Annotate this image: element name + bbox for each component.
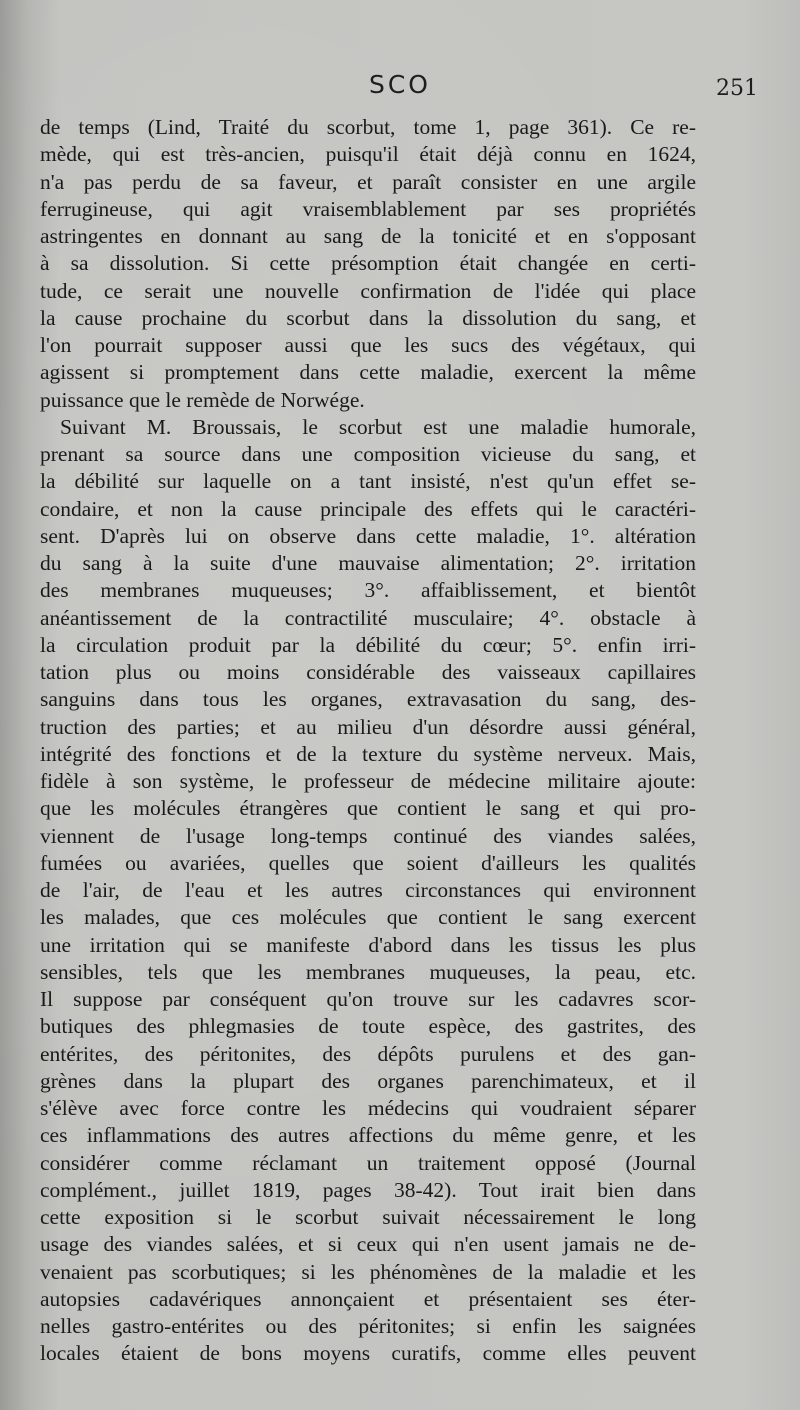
text-line: fidèle à son système, le professeur de médecine militaire ajoute: xyxy=(40,769,696,793)
text-line: fumées ou avariées, quelles que soient d'ailleurs les qualités xyxy=(40,850,696,875)
text-line: ces inflammations des autres affections du même genre, et les xyxy=(40,1123,696,1148)
text-line: la circulation produit par la débilité du cœur; 5°. enfin irri- xyxy=(40,632,696,657)
text-line: viennent de l'usage long-temps continué des viandes salées, xyxy=(40,823,696,848)
text-line: les malades, que ces molécules que contient le sang exercent xyxy=(40,905,696,930)
text-line: venaient pas scorbutiques; si les phénomènes de la maladie et les xyxy=(40,1259,696,1284)
text-line: anéantissement de la contractilité musculaire; 4°. obstacle à xyxy=(40,605,696,630)
text-line: autopsies cadavériques annonçaient et présentaient ses éter- xyxy=(40,1286,696,1311)
body-text xyxy=(40,114,696,1368)
running-head xyxy=(40,70,760,106)
text-line: Il suppose par conséquent qu'on trouve sur les cadavres scor- xyxy=(40,987,696,1011)
text-line: la cause prochaine du scorbut dans la dissolution du sang, et xyxy=(40,305,696,330)
text-line: tude, ce serait une nouvelle confirmation de l'idée qui place xyxy=(40,278,696,303)
text-line: une irritation qui se manifeste d'abord dans les tissus les plus xyxy=(40,932,696,957)
text-line: sent. D'après lui on observe dans cette maladie, 1°. altération xyxy=(40,523,696,548)
text-line: astringentes en donnant au sang de la tonicité et en s'opposant xyxy=(40,224,696,248)
text-line: du sang à la suite d'une mauvaise alimentation; 2°. irritation xyxy=(40,551,696,575)
text-line: l'on pourrait supposer aussi que les sucs des végétaux, qui xyxy=(40,333,696,357)
text-line: s'élève avec force contre les médecins qui voudraient séparer xyxy=(40,1096,696,1120)
text-line: des membranes muqueuses; 3°. affaiblissement, et bientôt xyxy=(40,578,696,603)
text-line: entérites, des péritonites, des dépôts purulens et des gan- xyxy=(40,1041,696,1066)
text-line: truction des parties; et au milieu d'un désordre aussi général, xyxy=(40,714,696,739)
text-line: cette exposition si le scorbut suivait nécessairement le long xyxy=(40,1205,696,1229)
text-line: sanguins dans tous les organes, extravasation du sang, des- xyxy=(40,687,696,712)
text-line: considérer comme réclamant un traitement opposé (Journal xyxy=(40,1150,696,1175)
text-line: de l'air, de l'eau et les autres circonstances qui environnent xyxy=(40,878,696,902)
text-line: butiques des phlegmasies de toute espèce, des gastrites, des xyxy=(40,1014,696,1039)
text-line: sensibles, tels que les membranes muqueuses, la peau, etc. xyxy=(40,959,696,984)
text-line: tation plus ou moins considérable des vaisseaux capillaires xyxy=(40,660,696,684)
page-number: 251 xyxy=(716,76,758,101)
text-line: que les molécules étrangères que contient le sang et qui pro- xyxy=(40,796,696,821)
text-line: complément., juillet 1819, pages 38-42). Tout irait bien dans xyxy=(40,1177,696,1202)
text-line: usage des viandes salées, et si ceux qui n'en usent jamais ne de- xyxy=(40,1232,696,1257)
text-line: agissent si promptement dans cette maladie, exercent la même xyxy=(40,360,696,385)
paragraph-start-line: Suivant M. Broussais, le scorbut est une maladie humorale, xyxy=(60,414,696,439)
text-line: n'a pas perdu de sa faveur, et paraît consister en une argile xyxy=(40,169,696,194)
text-line: nelles gastro-entérites ou des péritonites; si enfin les saignées xyxy=(40,1314,696,1338)
running-head-title: SCO xyxy=(368,70,431,99)
text-line: locales étaient de bons moyens curatifs, comme elles peuvent xyxy=(40,1341,696,1366)
text-line: prenant sa source dans une composition vicieuse du sang, et xyxy=(40,442,696,466)
text-line: puissance que le remède de Norwége. xyxy=(40,387,365,412)
text-line: condaire, et non la cause principale des effets qui le caractéri- xyxy=(40,496,696,521)
text-line: intégrité des fonctions et de la texture du système nerveux. Mais, xyxy=(40,741,696,766)
text-line: grènes dans la plupart des organes parenchimateux, et il xyxy=(40,1068,696,1093)
text-line: de temps (Lind, Traité du scorbut, tome 1, page 361). Ce re- xyxy=(40,115,696,139)
text-line: à sa dissolution. Si cette présomption était changée en certi- xyxy=(40,251,696,276)
text-line: mède, qui est très-ancien, puisqu'il était déjà connu en 1624, xyxy=(40,142,696,167)
text-line: ferrugineuse, qui agit vraisemblablement par ses propriétés xyxy=(40,196,696,221)
text-line: la débilité sur laquelle on a tant insisté, n'est qu'un effet se- xyxy=(40,469,696,494)
